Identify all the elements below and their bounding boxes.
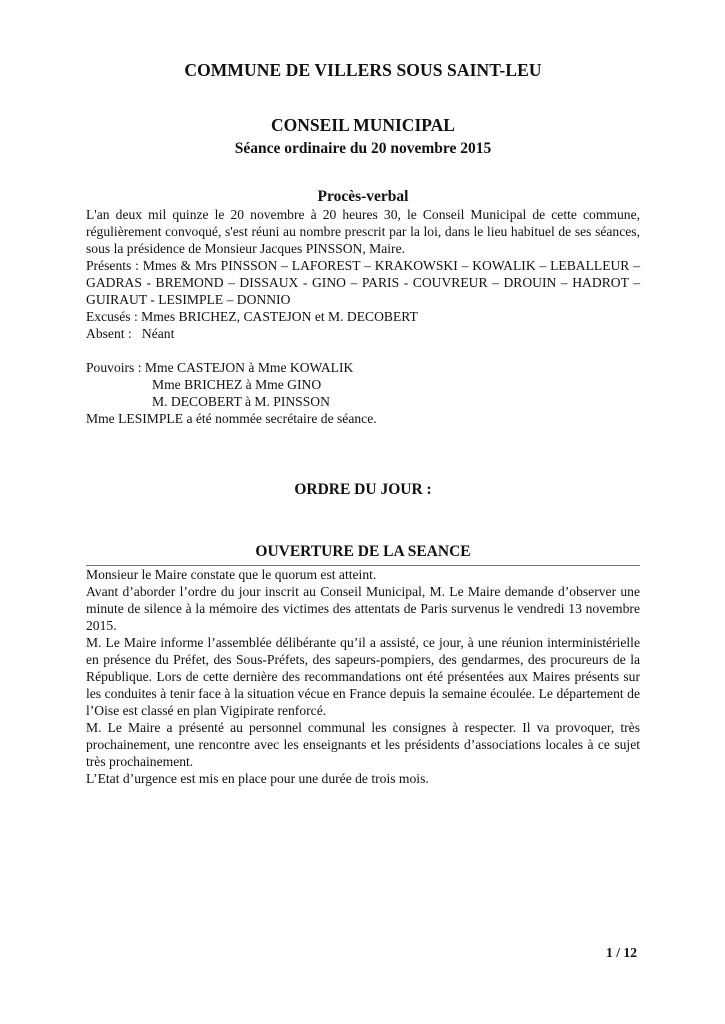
- absent-line: Absent : Néant: [86, 326, 175, 341]
- ordre-du-jour-heading: ORDRE DU JOUR :: [294, 481, 432, 498]
- page-number: 1 / 12: [606, 945, 637, 960]
- ouverture-section-title: OUVERTURE DE LA SEANCE: [86, 543, 640, 566]
- presents-paragraph: Présents : Mmes & Mrs PINSSON – LAFOREST – KRAKOWSKI – KOWALIK – LEBALLEUR – GADRAS - BREMOND – DISSAUX - GINO – PARIS - COUVREUR – DROUIN – HADROT – GUIRAUT - LESIMPLE – DONNIO: [86, 258, 640, 307]
- consignes-paragraph: M. Le Maire a présenté au personnel communal les consignes à respecter. Il va provoquer, très prochainement, une rencontre avec les enseignants et les présidents d’associations locales à ce sujet très prochainement.: [86, 720, 640, 769]
- minute-silence-paragraph: Avant d’aborder l’ordre du jour inscrit au Conseil Municipal, M. Le Maire demande d’observer une minute de silence à la mémoire des victimes des attentats de Paris survenus le vendredi 13 novembre 2015.: [86, 584, 640, 633]
- pouvoirs-block: [86, 359, 640, 410]
- commune-title: COMMUNE DE VILLERS SOUS SAINT-LEU: [184, 60, 542, 80]
- etat-urgence-paragraph: L’Etat d’urgence est mis en place pour une durée de trois mois.: [86, 771, 429, 786]
- pouvoirs-line: Mme BRICHEZ à Mme GINO: [152, 377, 322, 392]
- intro-paragraph: L'an deux mil quinze le 20 novembre à 20 heures 30, le Conseil Municipal de cette commune, régulièrement convoqué, s'est réuni au nombre prescrit par la loi, dans le lieu habituel de ses séances, sous la présidence de Monsieur Jacques PINSSON, Maire.: [86, 207, 640, 256]
- excuses-line: Excusés : Mmes BRICHEZ, CASTEJON et M. DECOBERT: [86, 309, 418, 324]
- document-body: [86, 60, 640, 787]
- pouvoirs-line: M. DECOBERT à M. PINSSON: [152, 394, 330, 409]
- seance-subtitle: Séance ordinaire du 20 novembre 2015: [234, 140, 492, 157]
- secretaire-line: Mme LESIMPLE a été nommée secrétaire de séance.: [86, 411, 377, 426]
- quorum-paragraph: Monsieur le Maire constate que le quorum est atteint.: [86, 567, 377, 582]
- proces-verbal-heading: Procès-verbal: [317, 188, 409, 205]
- reunion-paragraph: M. Le Maire informe l’assemblée délibérante qu’il a assisté, ce jour, à une réunion interministérielle en présence du Préfet, des Sous-Préfets, des sapeurs-pompiers, des gendarmes, des procureurs de la République. Lors de cette dernière des recommandations ont été présentées aux Maires présents sur les conduites à tenir face à la situation vécue en France depuis la semaine écoulée. Le département de l’Oise est classé en plan Vigipirate renforcé.: [86, 635, 640, 718]
- pouvoirs-line: Pouvoirs : Mme CASTEJON à Mme KOWALIK: [86, 360, 354, 375]
- conseil-title: CONSEIL MUNICIPAL: [271, 115, 455, 135]
